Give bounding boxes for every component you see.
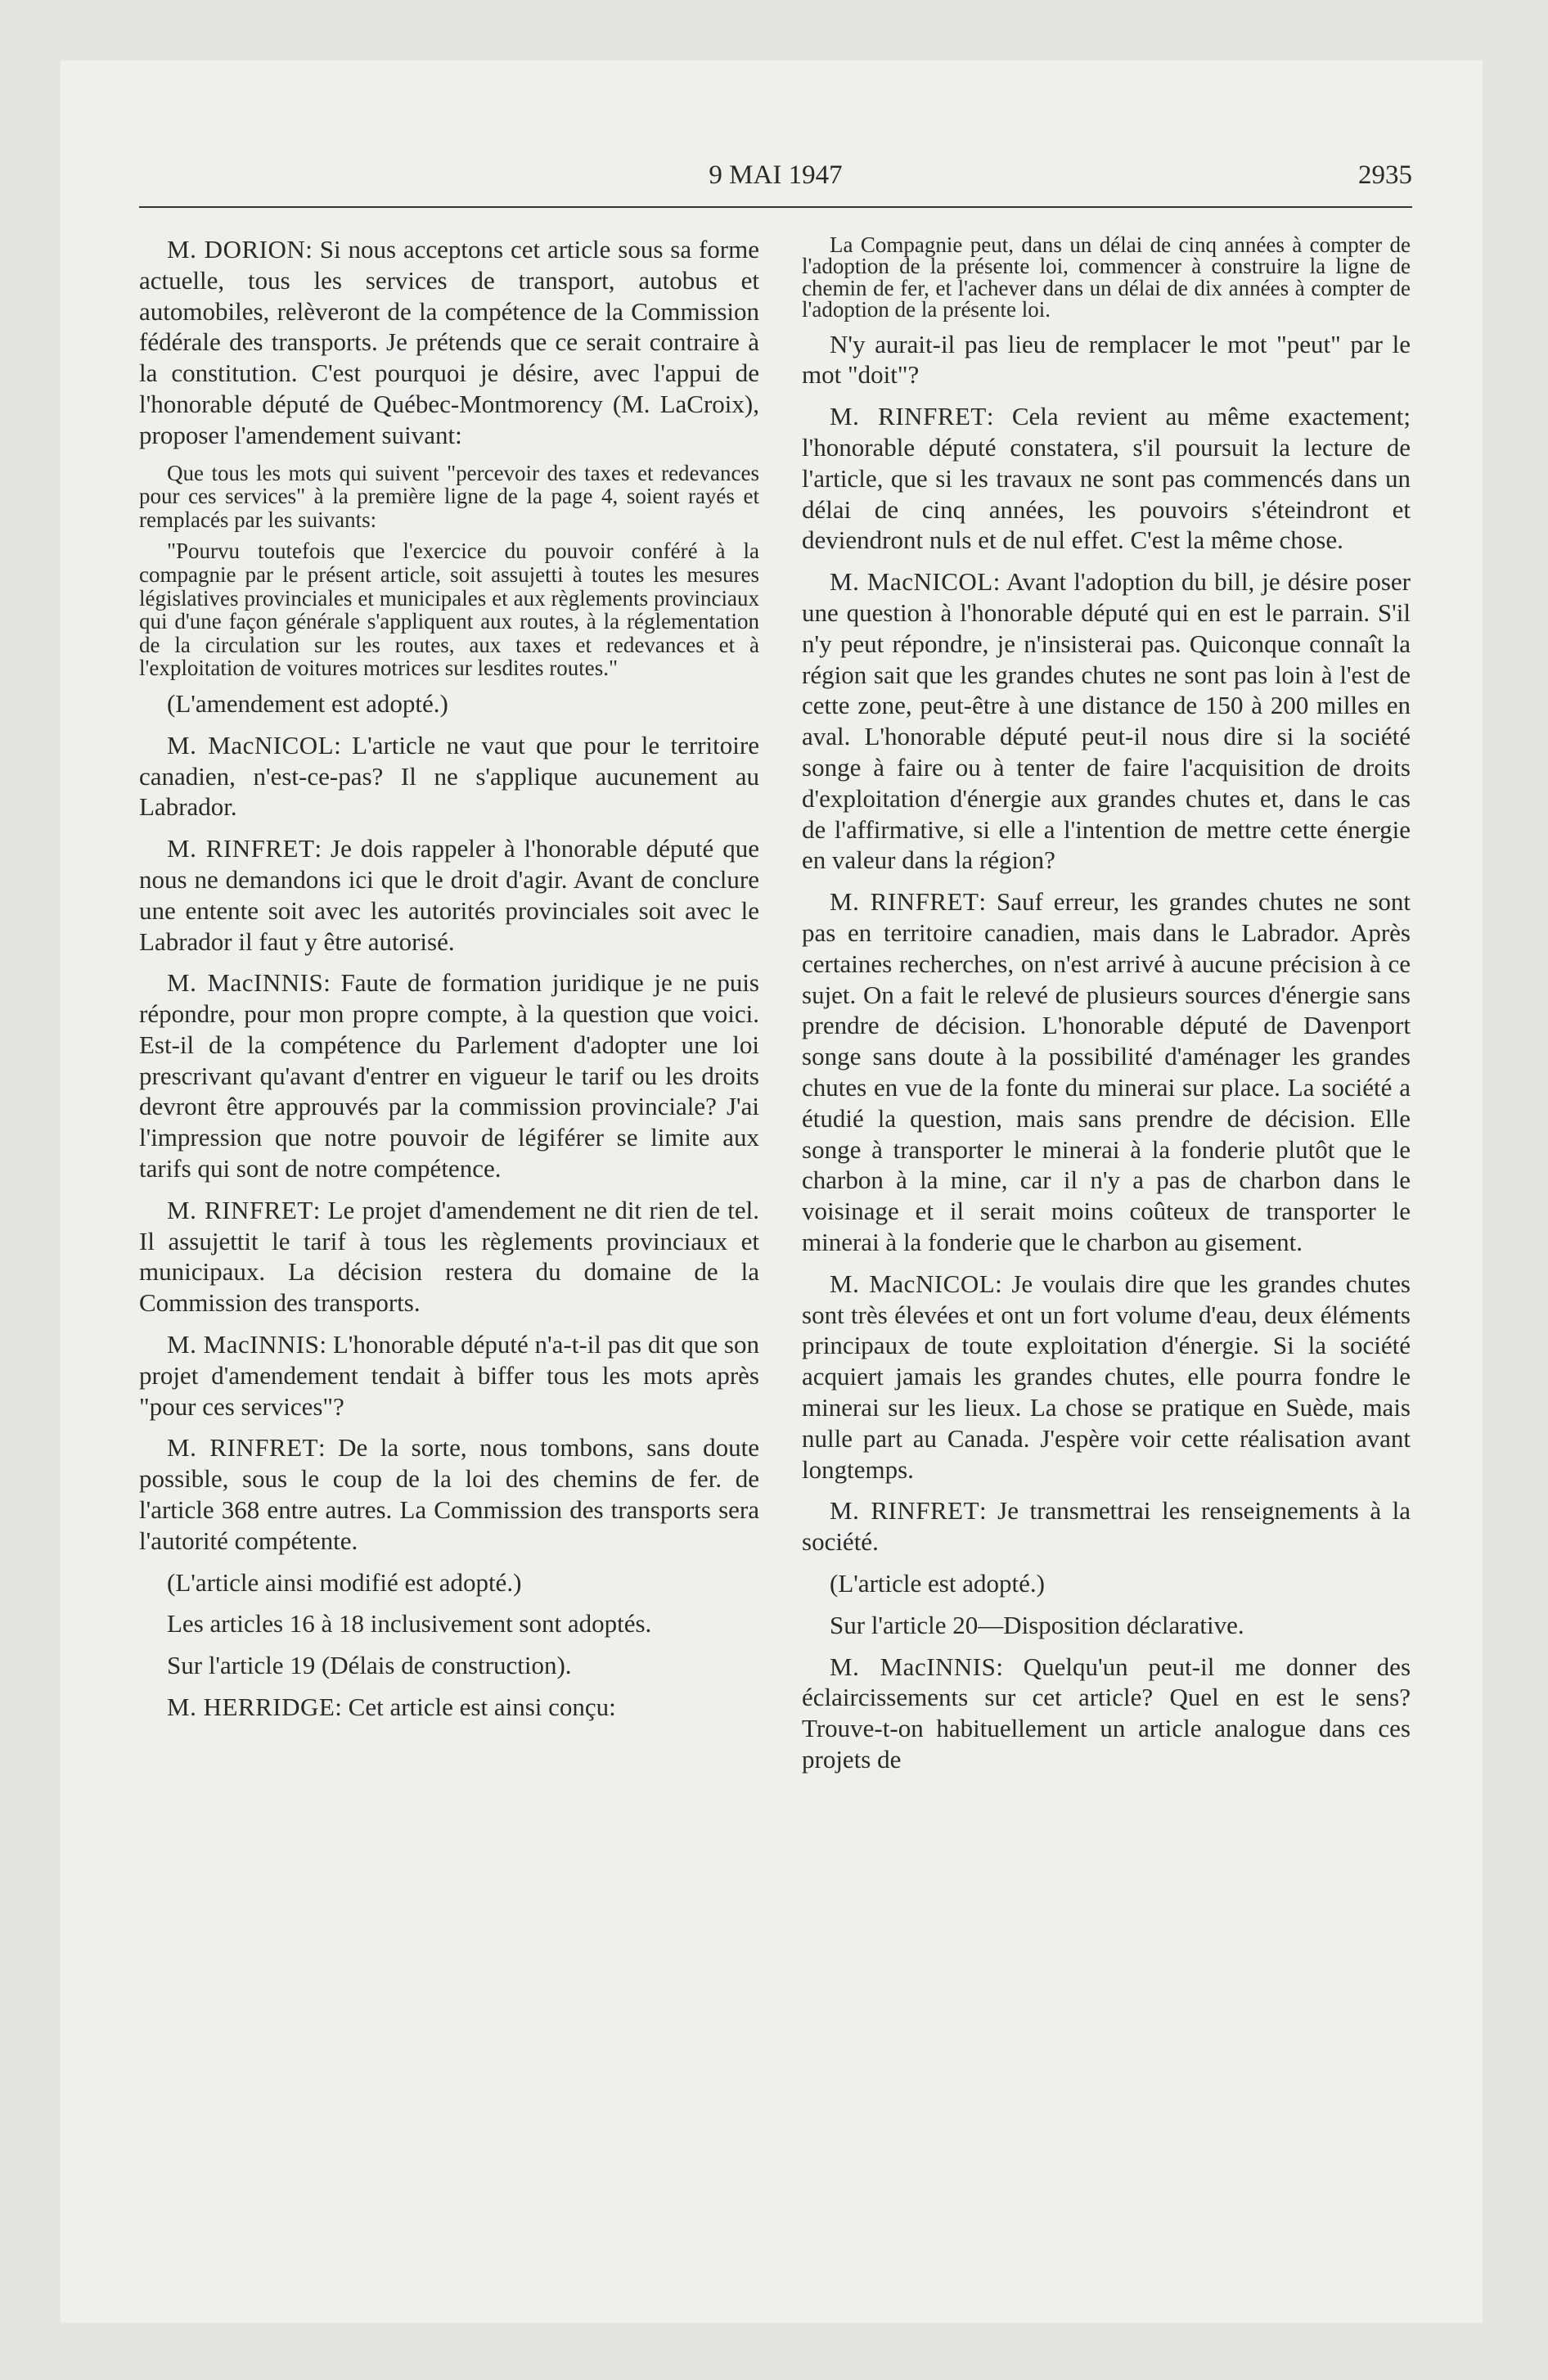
speech-text: L'article ne vaut que pour le territoire canadien, n'est-ce-pas? Il ne s'applique aucunement au Labrador. (139, 730, 759, 822)
speaker-name: M. MacINNIS (167, 1330, 320, 1359)
speaker-name: M. DORION (167, 235, 306, 264)
speech-text: Faute de formation juridique je ne puis répondre, pour mon propre compte, à la question que voici. Est-il de la compétence du Parlement d'adopter une loi prescrivant qu'avant d'entrer en vigueur le tarif ou les droits devront être approuvés par la commission provinciale? J'ai l'impression que notre pouvoir de légiférer se limite aux tarifs qui sont de notre compétence. (139, 968, 759, 1183)
body-paragraph (139, 688, 759, 719)
speech-text: Je transmettrai les renseignements à la société. (802, 1496, 1411, 1557)
paragraph-text: Sur l'article 19 (Délais de construction). (167, 1651, 572, 1680)
speaker-name: M. MacINNIS (167, 968, 324, 998)
speech-text: Cet article est ainsi conçu: (348, 1693, 616, 1722)
body-paragraph (802, 1610, 1411, 1641)
speaker-name: M. MacINNIS (830, 1652, 997, 1681)
quote-body: "Pourvu toutefois que l'exercice du pouvoir conféré à la compagnie par le présent article, soit assujetti à toutes les mesures législatives provinciales et municipales et aux règlements provinciaux qui d'une façon générale s'appliquent aux routes, à la réglementation de la circulation sur les routes, aux taxes et redevances et à l'exploitation de voitures motrices sur lesdites routes." (139, 539, 759, 681)
speech-paragraph: M. RINFRET: Je dois rappeler à l'honorable député que nous ne demandons ici que le droit d'agir. Avant de conclure une entente soit avec les autorités provinciales soit avec le Labrador il faut y être autorisé. (139, 834, 759, 956)
speech-text: Quelqu'un peut-il me donner des éclaircissements sur cet article? Quel en est le sens? Trouve-t-on habituellement un article analogue dans ces projets de (802, 1652, 1411, 1774)
body-paragraph (139, 1567, 759, 1598)
speech-paragraph: M. RINFRET: Sauf erreur, les grandes chutes ne sont pas en territoire canadien, mais dans le Labrador. Après certaines recherches, on n'est arrivé à aucune précision à ce sujet. On a fait le relevé de plusieurs sources d'énergie sans prendre de décision. L'honorable député de Davenport songe sans doute à la possibilité d'aménager les grandes chutes en vue de la fonte du minerai sur place. La société a étudié la question, mais sans prendre de décision. Elle songe à transporter le minerai à la fonderie plutôt que le charbon à la mine, car il n'y a pas de charbon dans le voisinage et il serait moins coûteux de transporter le minerai à la fonderie que le charbon au gisement. (802, 887, 1411, 1256)
speech-text: De la sorte, nous tombons, sans doute possible, sous le coup de la loi des chemins de fer. de l'article 368 entre autres. La Commission des transports sera l'autorité compétente. (139, 1433, 760, 1555)
page-number: 2935 (1358, 160, 1412, 190)
speech-paragraph: M. MacNICOL: L'article ne vaut que pour le territoire canadien, n'est-ce-pas? Il ne s'applique aucunement au Labrador. (139, 730, 759, 822)
speaker-name: M. RINFRET (830, 1496, 980, 1526)
page-header (139, 160, 1412, 203)
quoted-text (802, 234, 1411, 321)
speaker-name: M. RINFRET (830, 887, 979, 917)
speaker-name: M. HERRIDGE (167, 1693, 335, 1722)
speech-paragraph: M. RINFRET: De la sorte, nous tombons, sans doute possible, sous le coup de la loi des chemins de fer. de l'article 368 entre autres. La Commission des transports sera l'autorité compétente. (139, 1433, 760, 1555)
speaker-name: M. MacNICOL (830, 1269, 996, 1298)
body-paragraph (802, 329, 1411, 391)
header-date: 9 MAI 1947 (709, 160, 843, 190)
speaker-name: M. MacNICOL (830, 567, 993, 597)
paragraph-text: (L'amendement est adopté.) (167, 688, 448, 718)
speech-text: Avant l'adoption du bill, je désire poser une question à l'honorable député qui en est le parrain. S'il n'y peut répondre, je n'insisterai pas. Quiconque connaît la région sait que les grandes chutes ne sont pas loin à l'est de cette zone, peut-être à une distance de 150 à 200 milles en aval. L'honorable député peut-il nous dire si la société songe à faire ou à tenter de faire l'acquisition de droits d'exploitation d'énergie aux grandes chutes et, dans le cas de l'affirmative, si elle a l'intention de mettre cette énergie en valeur dans la région? (802, 567, 1411, 875)
speaker-name: M. RINFRET (167, 1433, 318, 1463)
speech-paragraph: M. MacNICOL: Avant l'adoption du bill, je désire poser une question à l'honorable député qui en est le parrain. S'il n'y peut répondre, je n'insisterai pas. Quiconque connaît la région sait que les grandes chutes ne sont pas loin à l'est de cette zone, peut-être à une distance de 150 à 200 milles en aval. L'honorable député peut-il nous dire si la société songe à faire ou à tenter de faire l'acquisition de droits d'exploitation d'énergie aux grandes chutes et, dans le cas de l'affirmative, si elle a l'intention de mettre cette énergie en valeur dans la région? (802, 567, 1411, 875)
speech-paragraph: M. MacINNIS: Faute de formation juridique je ne puis répondre, pour mon propre compte, à la question que voici. Est-il de la compétence du Parlement d'adopter une loi prescrivant qu'avant d'entrer en vigueur le tarif ou les droits devront être approuvés par la commission provinciale? J'ai l'impression que notre pouvoir de légiférer se limite aux tarifs qui sont de notre compétence. (139, 968, 759, 1183)
header-rule (139, 206, 1412, 208)
speech-text: Si nous acceptons cet article sous sa forme actuelle, tous les services de transport, autobus et automobiles, relèveront de la compétence de la Commission fédérale des transports. Je prétends que ce serait contraire à la constitution. C'est pourquoi je désire, avec l'appui de l'honorable député de Québec-Montmorency (M. LaCroix), proposer l'amendement suivant: (139, 235, 759, 449)
paragraph-text: (L'article ainsi modifié est adopté.) (167, 1567, 522, 1597)
right-column (802, 234, 1411, 1786)
body-paragraph (802, 1568, 1411, 1599)
quote-body: La Compagnie peut, dans un délai de cinq années à compter de l'adoption de la présente loi, commencer à construire la ligne de chemin de fer, et l'achever dans un délai de dix années à compter de l'adoption de la présente loi. (802, 232, 1411, 322)
speech-paragraph: M. MacINNIS: L'honorable député n'a-t-il pas dit que son projet d'amendement tendait à biffer tous les mots après "pour ces services"? (139, 1330, 759, 1421)
speech-text: Je voulais dire que les grandes chutes sont très élevées et ont un fort volume d'eau, deux éléments principaux de toute exploitation d'énergie. Si la société acquiert jamais les grandes chutes, elle pourra fondre le minerai sur les lieux. La chose se pratique en Suède, mais nulle part au Canada. J'espère voir cette réalisation avant longtemps. (802, 1269, 1411, 1484)
speech-paragraph: M. RINFRET: Cela revient au même exactement; l'honorable député constatera, s'il poursuit la lecture de l'article, que si les travaux ne sont pas commencés dans un délai de cinq années, les pouvoirs s'éteindront et deviendront nuls et de nul effet. C'est la même chose. (802, 402, 1411, 555)
speech-paragraph: M. RINFRET: Le projet d'amendement ne dit rien de tel. Il assujettit le tarif à tous les règlements provinciaux et municipaux. La décision restera du domaine de la Commission des transports. (139, 1195, 760, 1318)
body-paragraph (139, 1650, 759, 1681)
quote-body: Que tous les mots qui suivent "percevoir des taxes et redevances pour ces services" à la première ligne de la page 4, soient rayés et remplacés par les suivants: (139, 460, 759, 532)
speech-text: Je dois rappeler à l'honorable député que nous ne demandons ici que le droit d'agir. Avant de conclure une entente soit avec les autorités provinciales soit avec le Labrador il faut y être autorisé. (139, 834, 759, 956)
speaker-name: M. RINFRET (830, 402, 987, 431)
speech-text: L'honorable député n'a-t-il pas dit que son projet d'amendement tendait à biffer tous les mots après "pour ces services"? (139, 1330, 759, 1421)
quoted-text (139, 539, 759, 680)
speech-paragraph: M. MacNICOL: Je voulais dire que les grandes chutes sont très élevées et ont un fort volume d'eau, deux éléments principaux de toute exploitation d'énergie. Si la société acquiert jamais les grandes chutes, elle pourra fondre le minerai sur les lieux. La chose se pratique en Suède, mais nulle part au Canada. J'espère voir cette réalisation avant longtemps. (802, 1269, 1411, 1484)
speech-paragraph: M. HERRIDGE: Cet article est ainsi conçu: (167, 1693, 616, 1722)
speaker-name: M. RINFRET (167, 1195, 313, 1224)
speaker-name: M. MacNICOL (167, 730, 335, 760)
left-column (139, 234, 759, 1733)
speech-paragraph: M. MacINNIS: Quelqu'un peut-il me donner des éclaircissements sur cet article? Quel en est le sens? Trouve-t-on habituellement un article analogue dans ces projets de (802, 1652, 1411, 1774)
speech-text: Cela revient au même exactement; l'honorable député constatera, s'il poursuit la lecture de l'article, que si les travaux ne sont pas commencés dans un délai de cinq années, les pouvoirs s'éteindront et deviendront nuls et de nul effet. C'est la même chose. (802, 402, 1411, 555)
body-paragraph (139, 1608, 759, 1639)
paragraph-text: Les articles 16 à 18 inclusivement sont adoptés. (167, 1609, 652, 1639)
quoted-text (139, 462, 759, 532)
paragraph-text: N'y aurait-il pas lieu de remplacer le mot "peut" par le mot "doit"? (802, 329, 1411, 390)
speech-paragraph: M. RINFRET: Je transmettrai les renseignements à la société. (802, 1496, 1411, 1557)
speaker-name: M. RINFRET (167, 834, 315, 863)
speech-text: Sauf erreur, les grandes chutes ne sont pas en territoire canadien, mais dans le Labrador. Après certaines recherches, on n'est arrivé à aucune précision à ce sujet. On a fait le relevé de plusieurs sources d'énergie sans prendre de décision. L'honorable député de Davenport songe sans doute à la possibilité d'aménager les grandes chutes en vue de la fonte du minerai sur place. La société a étudié la question, mais sans prendre de décision. Elle songe à transporter le minerai à la fonderie plutôt que le charbon à la mine, car il n'y a pas de charbon dans le voisinage et il serait moins coûteux de transporter le minerai à la fonderie que le charbon au gisement. (802, 887, 1411, 1256)
speech-text: Le projet d'amendement ne dit rien de tel. Il assujettit le tarif à tous les règlements provinciaux et municipaux. La décision restera du domaine de la Commission des transports. (139, 1195, 760, 1318)
paragraph-text: Sur l'article 20—Disposition déclarative. (830, 1610, 1244, 1639)
speech-paragraph: M. DORION: Si nous acceptons cet article sous sa forme actuelle, tous les services de transport, autobus et automobiles, relèveront de la compétence de la Commission fédérale des transports. Je prétends que ce serait contraire à la constitution. C'est pourquoi je désire, avec l'appui de l'honorable député de Québec-Montmorency (M. LaCroix), proposer l'amendement suivant: (139, 235, 759, 449)
paragraph-text: (L'article est adopté.) (830, 1568, 1045, 1598)
